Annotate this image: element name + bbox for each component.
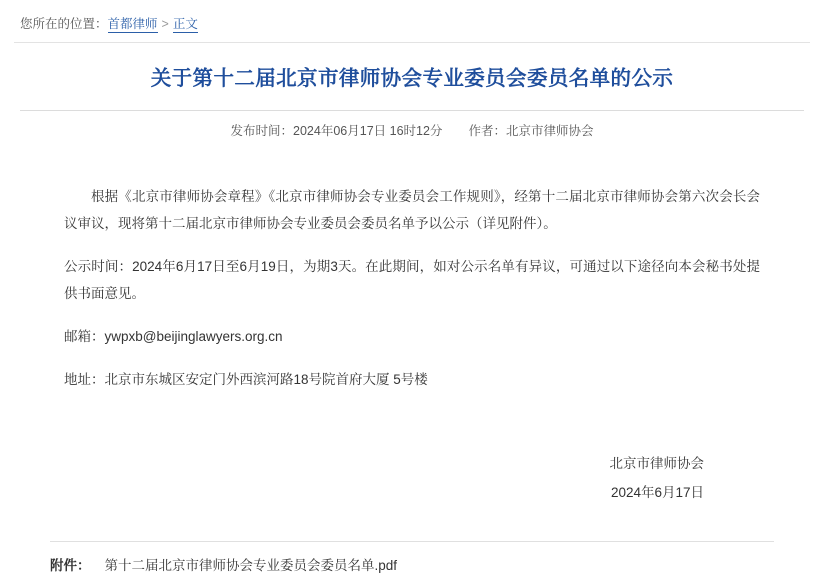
breadcrumb-current-link[interactable]: 正文	[172, 17, 198, 31]
attachment-section	[0, 541, 824, 574]
breadcrumb-home-link[interactable]: 首都律师	[107, 17, 158, 31]
attachment-divider	[50, 541, 774, 542]
breadcrumb-label: 您所在的位置：	[20, 17, 108, 31]
signature-block	[64, 449, 760, 508]
attachment-file-link[interactable]: 第十二届北京市律师协会专业委员会委员名单.pdf	[104, 558, 398, 573]
article-paragraph: 根据《北京市律师协会章程》《北京市律师协会专业委员会工作规则》，经第十二届北京市律师协会第六次会长会议审议，现将第十二届北京市律师协会专业委员会委员名单予以公示（详见附件）。	[64, 188, 760, 231]
publish-time-label: 发布时间：	[230, 123, 294, 138]
signature-date: 2024年6月17日	[610, 485, 704, 501]
signature-organization: 北京市律师协会	[609, 455, 704, 471]
publish-time-value: 2024年06月17日 16时12分	[293, 123, 443, 138]
article-meta	[14, 111, 810, 139]
title-section	[14, 43, 810, 94]
attachment-label: 附件：	[50, 558, 91, 573]
page-title: 关于第十二届北京市律师协会专业委员会委员名单的公示	[150, 67, 674, 90]
author-label: 作者：	[468, 123, 506, 138]
breadcrumb	[14, 0, 810, 43]
attachment-row	[50, 554, 774, 574]
author-value: 北京市律师协会	[505, 123, 594, 138]
article-paragraph: 地址：北京市东城区安定门外西滨河路18号院首府大厦 5号楼	[64, 371, 428, 387]
article-body	[14, 139, 810, 508]
article-paragraph: 邮箱：ywpxb@beijinglawyers.org.cn	[64, 328, 283, 344]
breadcrumb-separator: >	[161, 17, 169, 31]
article-paragraph: 公示时间：2024年6月17日至6月19日，为期3天。在此期间，如对公示名单有异议，可通过以下途径向本会秘书处提供书面意见。	[64, 258, 760, 301]
